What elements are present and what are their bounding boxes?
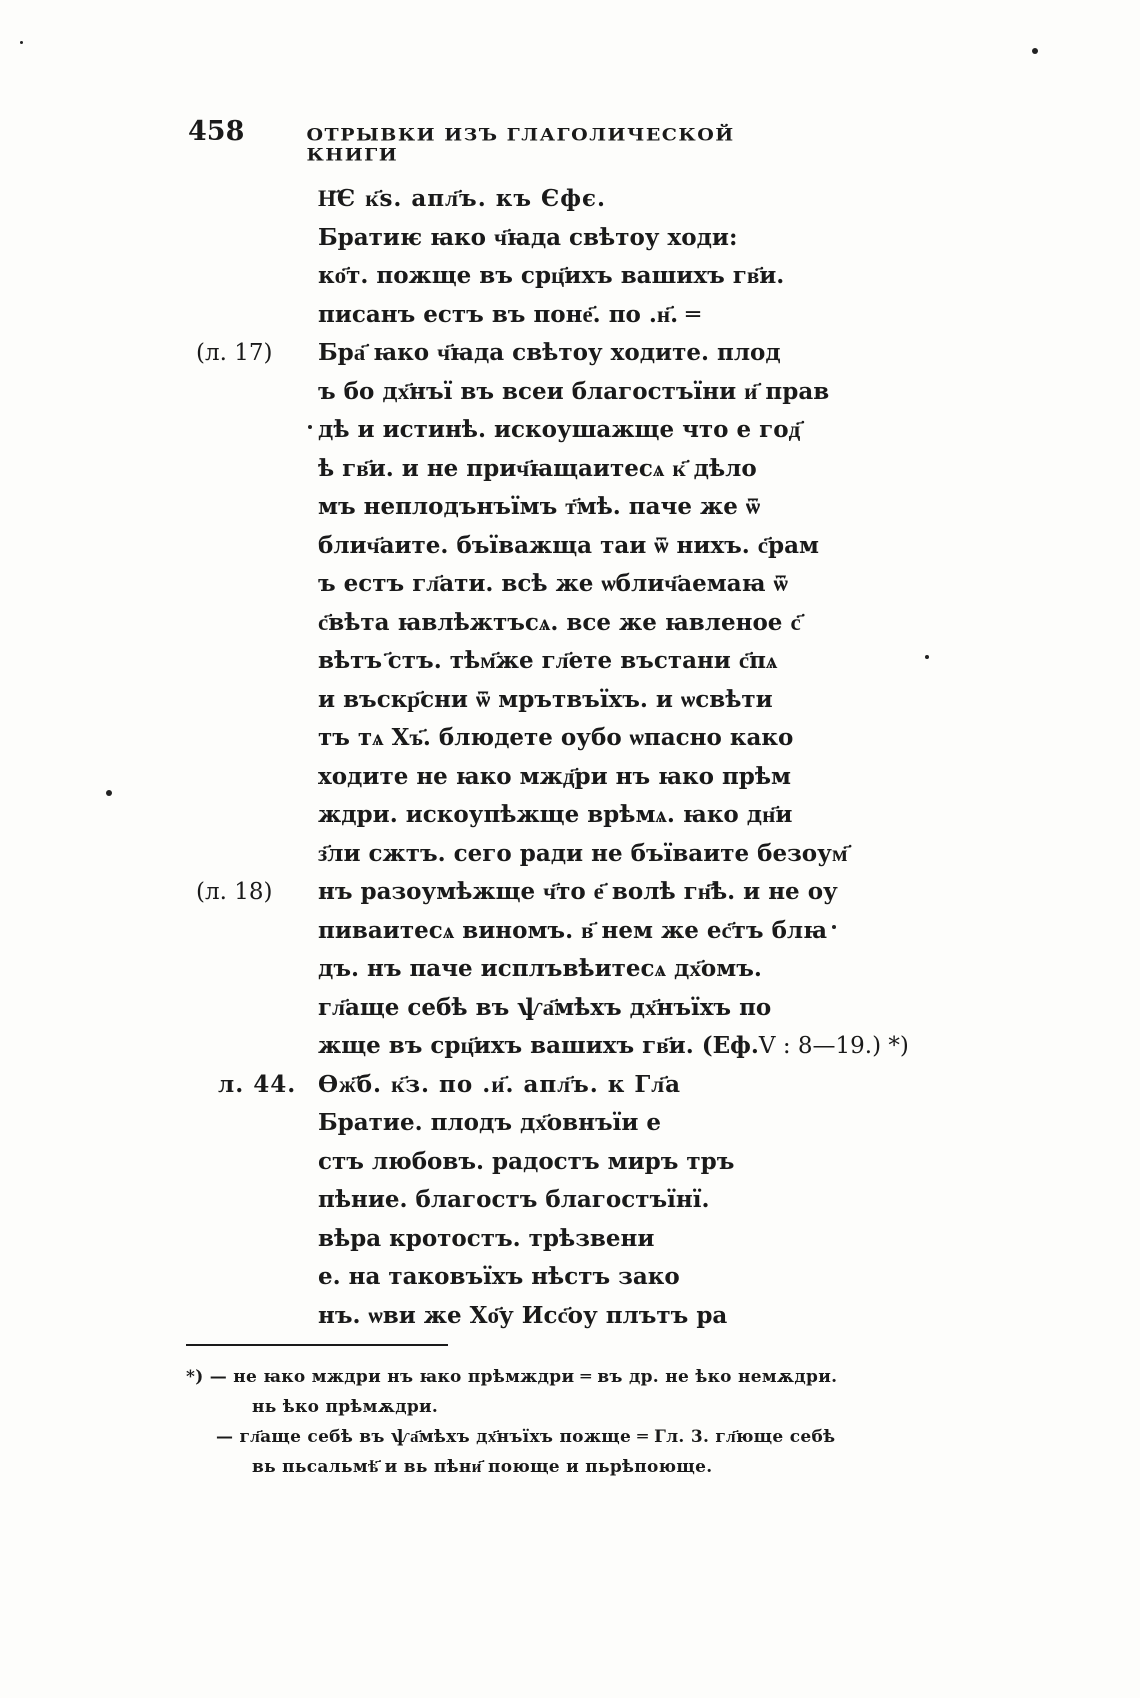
footnote-rule [186, 1344, 448, 1346]
text-line [196, 1143, 956, 1182]
line-text: ъ естъ гл҃ати. всѣ же ѡблич҃аемаꙗ ѿ [318, 570, 788, 597]
line-text: мъ неплодънъїмъ т҃мѣ. паче же ѿ [318, 493, 761, 520]
scan-speck [832, 925, 836, 929]
line-text: стъ любовъ. радостъ миръ тръ [318, 1147, 735, 1175]
lesson-heading-line [196, 180, 956, 219]
line-text: Ѳж҃б. к҃з. по .и҃. апл҃ъ. к Гл҃а [318, 1070, 682, 1098]
text-line [196, 219, 956, 258]
line-text: вѣра кротостъ. трѣзвени [318, 1224, 655, 1252]
text-line [196, 989, 956, 1028]
line-text: писанъ естъ въ поне҃. по .н҃. ═ [318, 300, 700, 328]
scan-speck [925, 655, 929, 659]
text-line [196, 373, 956, 412]
text-body [196, 180, 956, 1335]
line-text: ждри. искоупѣжще врѣмѧ. ꙗко дн҃и [318, 801, 793, 828]
line-text: дѣ и истинѣ. искоушажще что е год҃ [318, 416, 801, 443]
text-line [196, 1220, 956, 1259]
line-text: нъ. ѡви же Хо҃у Исс҃оу плътъ ра [318, 1301, 728, 1329]
page-header [188, 116, 828, 167]
text-line [196, 296, 956, 335]
footnotes [186, 1362, 986, 1482]
running-title: ОТРЫВКИ ИЗЪ ГЛАГОЛИЧЕСКОЙ КНИГИ [306, 125, 735, 165]
line-text: пиваитесѧ виномъ. в҃ нем же ес҃тъ блꙗ [318, 916, 828, 944]
text-line [196, 758, 956, 797]
line-text: гл҃аще себѣ въ ѱа҃мѣхъ дх҃нъїхъ по [318, 993, 772, 1021]
scan-speck [106, 790, 112, 796]
footnote-line: вь пьсальмѣ҃ и вь пѣни҃ поюще и пьрѣпоюще. [252, 1457, 713, 1477]
text-line [196, 565, 956, 604]
text-line [196, 604, 956, 643]
text-line [196, 796, 956, 835]
text-line [196, 1027, 956, 1066]
line-text: Братие. плодъ дх҃овнъїи е [318, 1109, 662, 1136]
text-line [196, 1297, 956, 1336]
line-text: з҃ли сжтъ. сего ради не бъїваите безоум҃ [318, 839, 848, 867]
text-line [196, 1258, 956, 1297]
line-text: е. на таковъїхъ нѣстъ зако [318, 1263, 680, 1290]
scan-speck [1032, 48, 1038, 54]
line-text: блич҃аите. бъїважща таи ѿ нихъ. с҃рам [318, 531, 819, 559]
margin-folio-note: л. 44. [218, 1070, 297, 1098]
line-text: Братиѥ ꙗко ч҃ꙗда свѣтоу ходи: [318, 223, 738, 251]
text-line [196, 681, 956, 720]
text-line [196, 450, 956, 489]
line-text: ѣ гв҃и. и не прич҃ꙗщаитесѧ к҃ дѣло [318, 454, 757, 482]
text-line [196, 1104, 956, 1143]
lesson-heading-line [196, 1066, 956, 1105]
line-text: тъ тѧ Хъ҃. блюдете оубо ѡпасно како [318, 724, 794, 751]
line-text: вѣтъ ҃стъ. тѣм҃же гл҃ете въстани с҃пѧ [318, 647, 778, 674]
footnote-line: *) — не ꙗко мждри нъ ꙗко прѣмждри ═ въ др. не ѣко немѫдри. [186, 1367, 838, 1387]
text-line [196, 835, 956, 874]
margin-folio-note: (л. 17) [196, 340, 273, 366]
footnote-line: нь ѣко прѣмѫдри. [252, 1397, 439, 1417]
line-text: дъ. нъ паче исплъвѣитесѧ дх҃омъ. [318, 955, 762, 982]
text-line [196, 912, 956, 951]
line-text: пѣние. благостъ благостъїнї. [318, 1186, 710, 1213]
text-line [196, 1181, 956, 1220]
scan-speck [20, 41, 23, 44]
line-text: ко҃т. пожще въ срц҃ихъ вашихъ гв҃и. [318, 262, 785, 289]
scan-speck [308, 425, 312, 429]
line-text: ъ бо дх҃нъї въ всеи благостъїни и҃ прав [318, 377, 830, 405]
line-text: Бра҃ ꙗко ч҃ꙗда свѣтоу ходите. плод [318, 339, 781, 366]
page-number: 458 [188, 116, 245, 147]
text-line [196, 527, 956, 566]
text-line [196, 642, 956, 681]
text-line [196, 488, 956, 527]
line-text: ходите не ꙗко мжд҃ри нъ ꙗко прѣм [318, 762, 792, 790]
text-line [196, 719, 956, 758]
footnote-line: — гл҃аще себѣ въ ѱа҃мѣхъ дх҃нъїхъ пожще ═ Гл. 3. гл҃юще себѣ [216, 1427, 836, 1447]
line-text: жще въ срц҃ихъ вашихъ гв҃и. (Еф. [318, 1032, 759, 1059]
text-line [196, 411, 956, 450]
text-line [196, 257, 956, 296]
line-text: Н҃Є к҃ѕ. апл҃ъ. къ Єфє. [318, 185, 607, 212]
line-text: и въскр҃сни ѿ мрътвъїхъ. и ѡсвѣти [318, 685, 773, 713]
text-line [196, 873, 956, 912]
text-line [196, 334, 956, 373]
line-text: с҃вѣта ꙗвлѣжтъсѧ. все же ꙗвленое с҃ [318, 608, 801, 636]
verse-reference: V : 8—19.) *) [758, 1033, 909, 1059]
margin-folio-note: (л. 18) [196, 879, 273, 905]
text-line [196, 950, 956, 989]
line-text: нъ разоумѣжще ч҃то е҃ волѣ гн҃ѣ. и не оу [318, 878, 838, 905]
